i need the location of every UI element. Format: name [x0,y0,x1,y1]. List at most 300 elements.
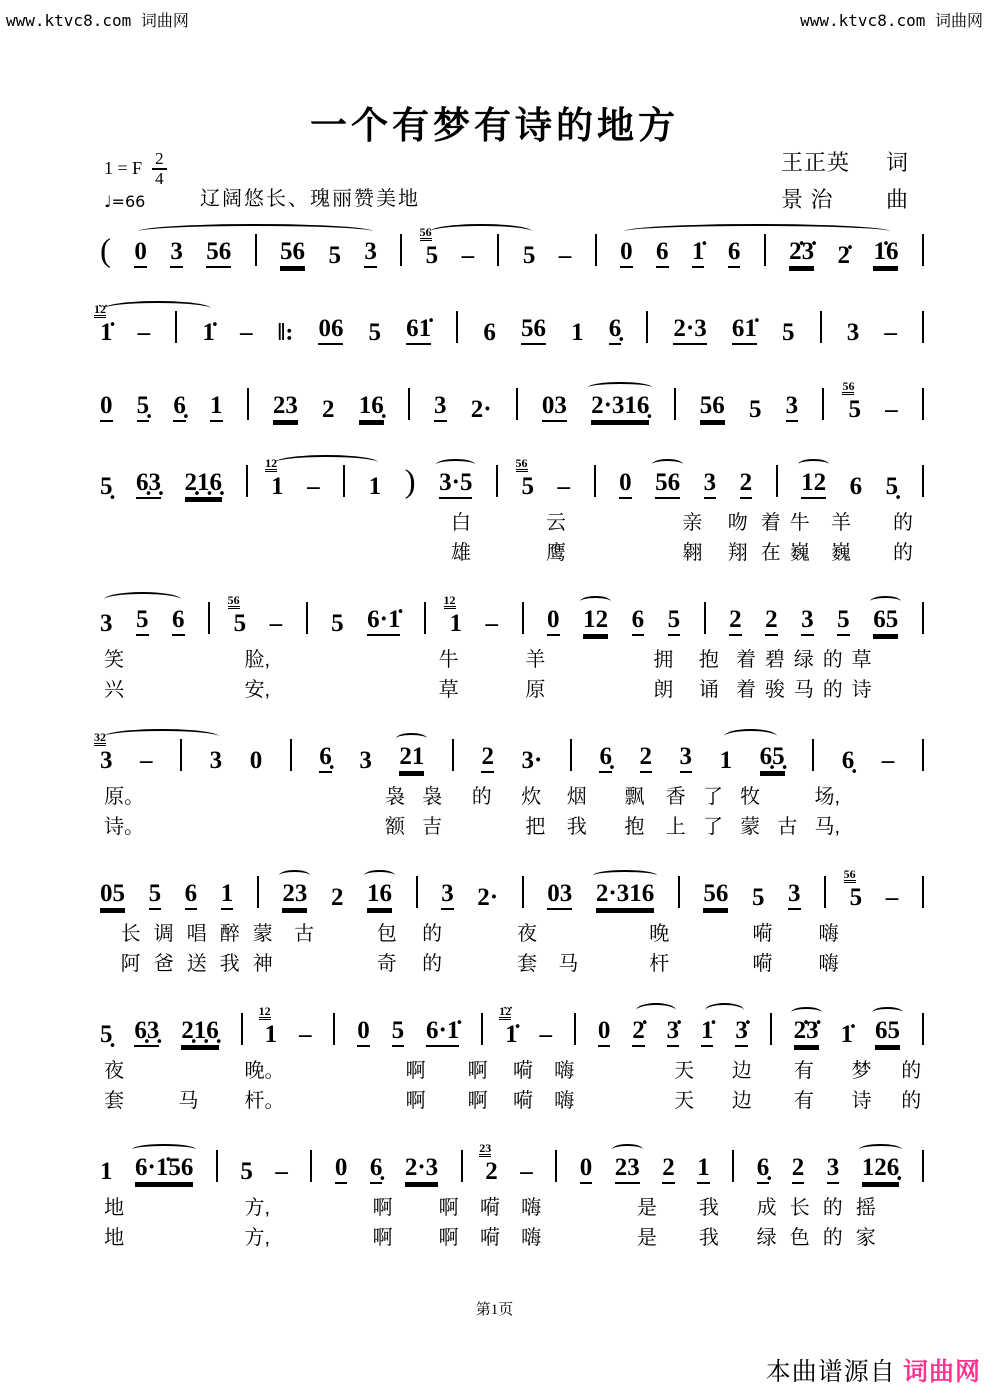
note-token: – [520,1158,533,1185]
lyric-syllable: 唱 [186,923,207,945]
note-token: – [485,610,499,637]
lyric-syllable: 啊 [372,1227,393,1249]
note-token: 1 [210,393,223,422]
slur-arc [364,870,395,881]
note-token: 56 [703,881,728,910]
lyric-syllable: 拥 [653,649,674,671]
lyric-syllable: 方, [244,1197,271,1219]
note-token: 6̣3̣ [134,1018,159,1047]
note-token: 1 12 [265,456,284,500]
grace-note: 56 [419,225,432,239]
lyric-syllable: 方, [244,1227,271,1249]
lyric-syllable: 翱 [682,542,703,564]
note-token: 3̇ [735,1018,748,1047]
barline [922,739,924,771]
note-token: – [885,884,899,911]
note-token: 5 [328,242,341,269]
lyrics-row [100,1052,926,1082]
lyric-syllable: 的 [892,542,913,564]
note-token: 2 [481,744,494,773]
barline [481,1013,483,1045]
note-token: 6̣ [173,393,186,422]
note-token: 2 [792,1155,805,1184]
grace-note: 56 [843,867,856,881]
note-token: – [885,396,898,423]
lyrics-row [100,1189,926,1219]
lyric-syllable: 夜 [517,923,538,945]
lyric-syllable: 马, [814,816,841,838]
page-number: 第1页 [475,1302,514,1318]
lyric-syllable: 亲 [682,512,703,534]
note-token: 6̣ [319,744,332,773]
barline [522,602,524,634]
composer-name: 景 治 [781,187,834,212]
slur-arc [724,729,778,744]
slur-arc [396,733,427,744]
barline [216,1150,218,1182]
note-token: 65 [875,1018,900,1047]
lyric-syllable: 着 [736,649,757,671]
lyric-syllable: 朗 [653,679,674,701]
note-token: 05 [100,881,125,910]
barline [246,465,248,497]
lyric-syllable: 云 [546,512,567,534]
lyric-syllable: 了 [702,786,723,808]
lyric-syllable: 袅 [422,786,443,808]
lyric-syllable: 我 [698,1227,719,1249]
note-token: – [239,319,253,346]
lyric-syllable: 天 [674,1090,695,1112]
lyric-syllable: 地 [104,1227,125,1249]
note-token: 0 [580,1155,593,1184]
note-token: 6·1̇56 [135,1155,193,1184]
lyric-syllable: 马 [178,1090,199,1112]
slur-arc [872,1007,903,1018]
note-token: 2 [729,607,742,636]
note-token: – [557,473,571,500]
lyric-syllable: 套 [104,1090,125,1112]
lyrics-row [100,534,926,564]
lyric-syllable: 有 [793,1060,814,1082]
barline [732,1150,734,1182]
composer-role: 曲 [885,187,909,212]
note-token: – [307,473,320,500]
note-token: 5̣ [100,473,113,500]
slur-arc [430,224,532,239]
barline [333,1013,335,1045]
note-token: 56 [280,239,305,268]
song-title: 一个有梦有诗的地方 [310,106,679,147]
note-token: 1̇ 1̇2̇ [499,1004,518,1048]
slur-arc [132,1144,196,1155]
note-token: 61̇ [406,316,431,345]
note-token: 3 [827,1155,840,1184]
lyric-syllable: 马 [793,679,814,701]
lyric-syllable: 我 [219,953,240,975]
lyric-syllable: 的 [901,1090,922,1112]
note-token: 6̣ [370,1155,383,1184]
lyric-syllable: 的 [422,953,443,975]
note-token: 3 [209,747,223,774]
lyric-syllable: 的 [822,1227,843,1249]
grace-note: 12 [265,456,278,470]
barline [678,876,680,908]
lyric-syllable: 草 [851,649,872,671]
slur-arc [798,459,829,470]
footer-site-name: 词曲网 [902,1359,981,1386]
note-token: 2 23 [479,1141,498,1185]
note-token: 0 [100,393,113,422]
barline [208,602,210,634]
lyrics-row [100,778,926,808]
lyric-syllable: 蒙 [252,923,273,945]
grace-note: 56 [515,456,528,470]
music-system [100,1134,926,1249]
lyric-syllable: 碧 [764,649,785,671]
note-token: 3 [100,610,113,637]
slur-arc [612,1144,643,1155]
barline [922,465,924,497]
repeat-barline: ‖: [277,320,294,346]
note-token: 5 [136,607,149,636]
note-token: 12 [801,470,826,499]
lyric-syllable: 嗬 [752,923,773,945]
note-token: 5 56 [227,593,247,637]
note-token: 5 [522,242,536,269]
note-token: 3· [521,747,543,774]
lyric-syllable: 牛 [789,512,810,534]
lyric-syllable: 啊 [405,1060,426,1082]
barline [574,1013,576,1045]
note-token: 6̣ [841,747,855,774]
note-token: 3 [788,881,801,910]
key-tonic: 1 = F [104,158,143,179]
lyric-syllable: 调 [153,923,174,945]
note-token: 5 56 [515,456,535,500]
music-system [100,860,926,975]
lyric-syllable: 笑 [104,649,125,671]
barline [461,1150,463,1182]
note-token: 2̇3̇ [789,239,814,268]
note-token: 0 [357,1018,370,1047]
note-token: 0 [619,470,632,499]
lyrics-row [100,1082,926,1112]
note-token: 6 [172,607,185,636]
note-token: 5 [748,396,762,423]
note-token: 2̇3̇ [794,1018,819,1047]
barline [922,876,924,908]
note-token: 5 56 [843,867,863,911]
note-token: – [269,610,283,637]
note-token: 5 [751,884,765,911]
music-system [100,218,926,273]
note-token: 3 [434,393,447,422]
note-token: 61̇ [732,316,757,345]
note-token: 2·3 [673,316,706,345]
note-token: 3 [680,744,693,773]
note-token: 3 [704,470,717,499]
lyric-syllable: 安, [244,679,271,701]
lyric-syllable: 嗬 [513,1060,533,1082]
note-token: 6 [656,239,669,268]
lyric-syllable: 啊 [467,1060,488,1082]
barline [416,876,418,908]
notation-row [94,295,926,350]
lyric-syllable: 诵 [698,679,719,701]
note-token: – [884,319,897,346]
barline [310,1150,312,1182]
tempo-marking [104,192,167,211]
note-token: 03 [547,881,572,910]
barline [452,739,454,771]
slur-arc [580,596,611,607]
lyric-syllable: 原 [525,679,546,701]
note-token: 3 32 [94,730,113,774]
lyrics-row [100,671,926,701]
barline [704,602,706,634]
lyric-syllable: 翔 [727,542,748,564]
lyric-syllable: 是 [636,1227,657,1249]
music-system [100,586,926,701]
note-token: 2· [477,884,499,911]
barline [922,1150,924,1182]
note-token: 3 [359,747,372,774]
grace-note: 56 [227,593,240,607]
barline [456,311,458,343]
lyric-syllable: 嗬 [752,953,773,975]
note-token: 03 [542,393,567,422]
quarter-note-icon: ♩ [104,191,112,211]
lyric-syllable: 爸 [153,953,174,975]
note-token: 2̇ [837,242,851,269]
lyric-syllable: 把 [525,816,546,838]
note-token: 6̣ [599,744,612,773]
note-token: 2̣1̣6̣ [181,1018,219,1047]
note-token: 2 [640,744,653,773]
note-token: 5 [368,319,382,346]
lyrics-row [100,808,926,838]
note-token: 1̇ [202,319,215,346]
barline [570,739,572,771]
lyric-syllable: 的 [901,1060,922,1082]
lyric-syllable: 啊 [372,1197,393,1219]
lyric-syllable: 晚 [649,923,670,945]
lyric-syllable: 的 [822,649,843,671]
lyric-syllable: 我 [566,816,587,838]
lyric-syllable: 梦 [851,1060,872,1082]
lyric-syllable: 摇 [855,1197,876,1219]
note-token: 1̇ [701,1018,714,1047]
lyric-syllable: 家 [855,1227,876,1249]
note-token: ( [100,233,111,269]
lyric-syllable: 啊 [467,1090,488,1112]
lyric-syllable: 吉 [422,816,443,838]
note-token: 2̣1̣6̣ [185,470,223,499]
barline [290,739,292,771]
note-token: – [881,747,895,774]
lyric-syllable: 马 [558,953,579,975]
note-token: 5̣ [137,393,150,422]
barline [812,739,814,771]
note-token: 2̇ [632,1018,645,1047]
note-token: – [461,242,475,269]
lyric-syllable: 有 [793,1090,814,1112]
lyric-syllable: 边 [731,1090,752,1112]
lyric-syllable: 草 [438,679,459,701]
note-token: – [539,1021,553,1048]
slur-arc [593,870,657,881]
note-token: 12 [583,607,608,636]
barline [408,388,410,420]
lyric-syllable: 古 [777,816,798,838]
note-token: 5 56 [842,379,861,423]
note-token: 2·316 [596,881,654,910]
note-token: 56 [521,316,546,345]
note-token: 2· [470,396,492,423]
barline [922,311,924,343]
note-token: 0 [249,747,263,774]
note-token: 21 [399,744,424,773]
lyric-syllable: 牛 [438,649,459,671]
lyric-syllable: 天 [674,1060,695,1082]
barline [496,465,498,497]
note-token: 6̣ [609,316,622,345]
lyric-syllable: 抱 [698,649,719,671]
grace-note: 23 [479,1141,492,1155]
note-token: 5 56 [419,225,439,269]
note-token: 06 [318,316,343,345]
note-token: ) [404,464,416,500]
note-token: 65 [873,607,898,636]
slur-arc [275,455,378,470]
note-token: 1 [100,1158,113,1185]
composer-credit [781,183,909,214]
lyric-syllable: 的 [892,512,913,534]
grace-note: 12 [258,1004,271,1018]
note-token: 2 [330,884,344,911]
note-token: 23 [282,881,307,910]
lyric-syllable: 羊 [525,649,546,671]
lyric-syllable: 套 [517,953,538,975]
lyricist-name: 王正英 [781,150,851,175]
lyric-syllable: 巍 [831,542,851,564]
note-token: 126̣ [862,1155,900,1184]
slur-arc [279,870,310,881]
notation-row [100,449,926,504]
tempo-value: =66 [111,191,146,211]
note-token: 5 [149,881,162,910]
lyrics-row [100,915,926,945]
lyric-syllable: 巍 [789,542,810,564]
note-token: 0 [547,607,560,636]
slur-arc [436,459,475,470]
note-token: 1 [719,747,733,774]
key-signature-block [104,150,167,211]
lyric-syllable: 羊 [831,512,851,534]
lyric-syllable: 夜 [104,1060,125,1082]
lyric-syllable: 嗨 [521,1227,542,1249]
notation-row [94,723,926,778]
lyrics-row [100,1219,926,1249]
note-token: 1 [221,881,234,910]
meter-upper: 2 [155,149,164,168]
lyric-syllable: 在 [760,542,781,564]
lyric-syllable: 上 [665,816,686,838]
grace-note: 1̇2̇ [499,1004,512,1018]
lyric-syllable: 古 [294,923,315,945]
lyric-syllable: 啊 [438,1227,459,1249]
lyric-syllable: 的 [422,923,443,945]
barline [822,388,824,420]
lyric-syllable: 绿 [793,649,814,671]
lyric-syllable: 嗬 [513,1090,533,1112]
lyric-syllable: 袅 [384,786,405,808]
lyric-syllable: 雄 [451,542,472,564]
score [94,218,926,1271]
note-token: 1̇ 1̇2̇ [94,302,113,346]
music-system [100,449,926,564]
notation-row [100,997,926,1052]
note-token: 1 [368,473,382,500]
note-token: 6̣5̣ [760,744,785,773]
note-token: 6 [849,473,863,500]
note-token: 6·1̇ [367,607,400,636]
notation-row [100,372,926,427]
barline [400,234,402,266]
barline [516,388,518,420]
lyric-syllable: 额 [384,816,405,838]
note-token: 23 [273,393,298,422]
lyric-syllable: 兴 [104,679,125,701]
music-system [94,295,926,350]
slur-arc [138,224,373,239]
time-signature [152,150,167,188]
barline [922,234,924,266]
lyric-syllable: 晚。 [244,1060,285,1082]
lyric-syllable: 牧 [740,786,761,808]
lyric-syllable: 阿 [120,953,141,975]
note-token: 2 [322,396,335,423]
note-token: 23 [615,1155,640,1184]
lyric-syllable: 成 [756,1197,777,1219]
note-token: 6 [632,607,645,636]
slur-arc [624,224,891,239]
barline [241,1013,243,1045]
note-token: 3·5 [439,470,472,499]
lyric-syllable: 脸, [244,649,271,671]
lyric-syllable: 边 [731,1060,752,1082]
note-token: 1 [697,1155,710,1184]
lyric-syllable: 白 [451,512,472,534]
slur-arc [791,1007,822,1018]
slur-arc [104,301,211,316]
music-system [100,372,926,427]
slur-arc [588,382,652,393]
lyric-syllable: 我 [698,1197,719,1219]
lyric-syllable: 神 [252,953,273,975]
note-token: 56 [655,470,680,499]
lyric-syllable: 奇 [376,953,397,975]
slur-arc [104,592,181,607]
barline [595,234,597,266]
lyric-syllable: 醉 [219,923,240,945]
expression-text: 辽阔悠长、瑰丽赞美地 [200,188,420,210]
note-token: 2 [765,607,778,636]
lyric-syllable: 色 [789,1227,810,1249]
lyrics-row [100,641,926,671]
slur-arc [104,729,219,744]
note-token: 16 [367,881,392,910]
